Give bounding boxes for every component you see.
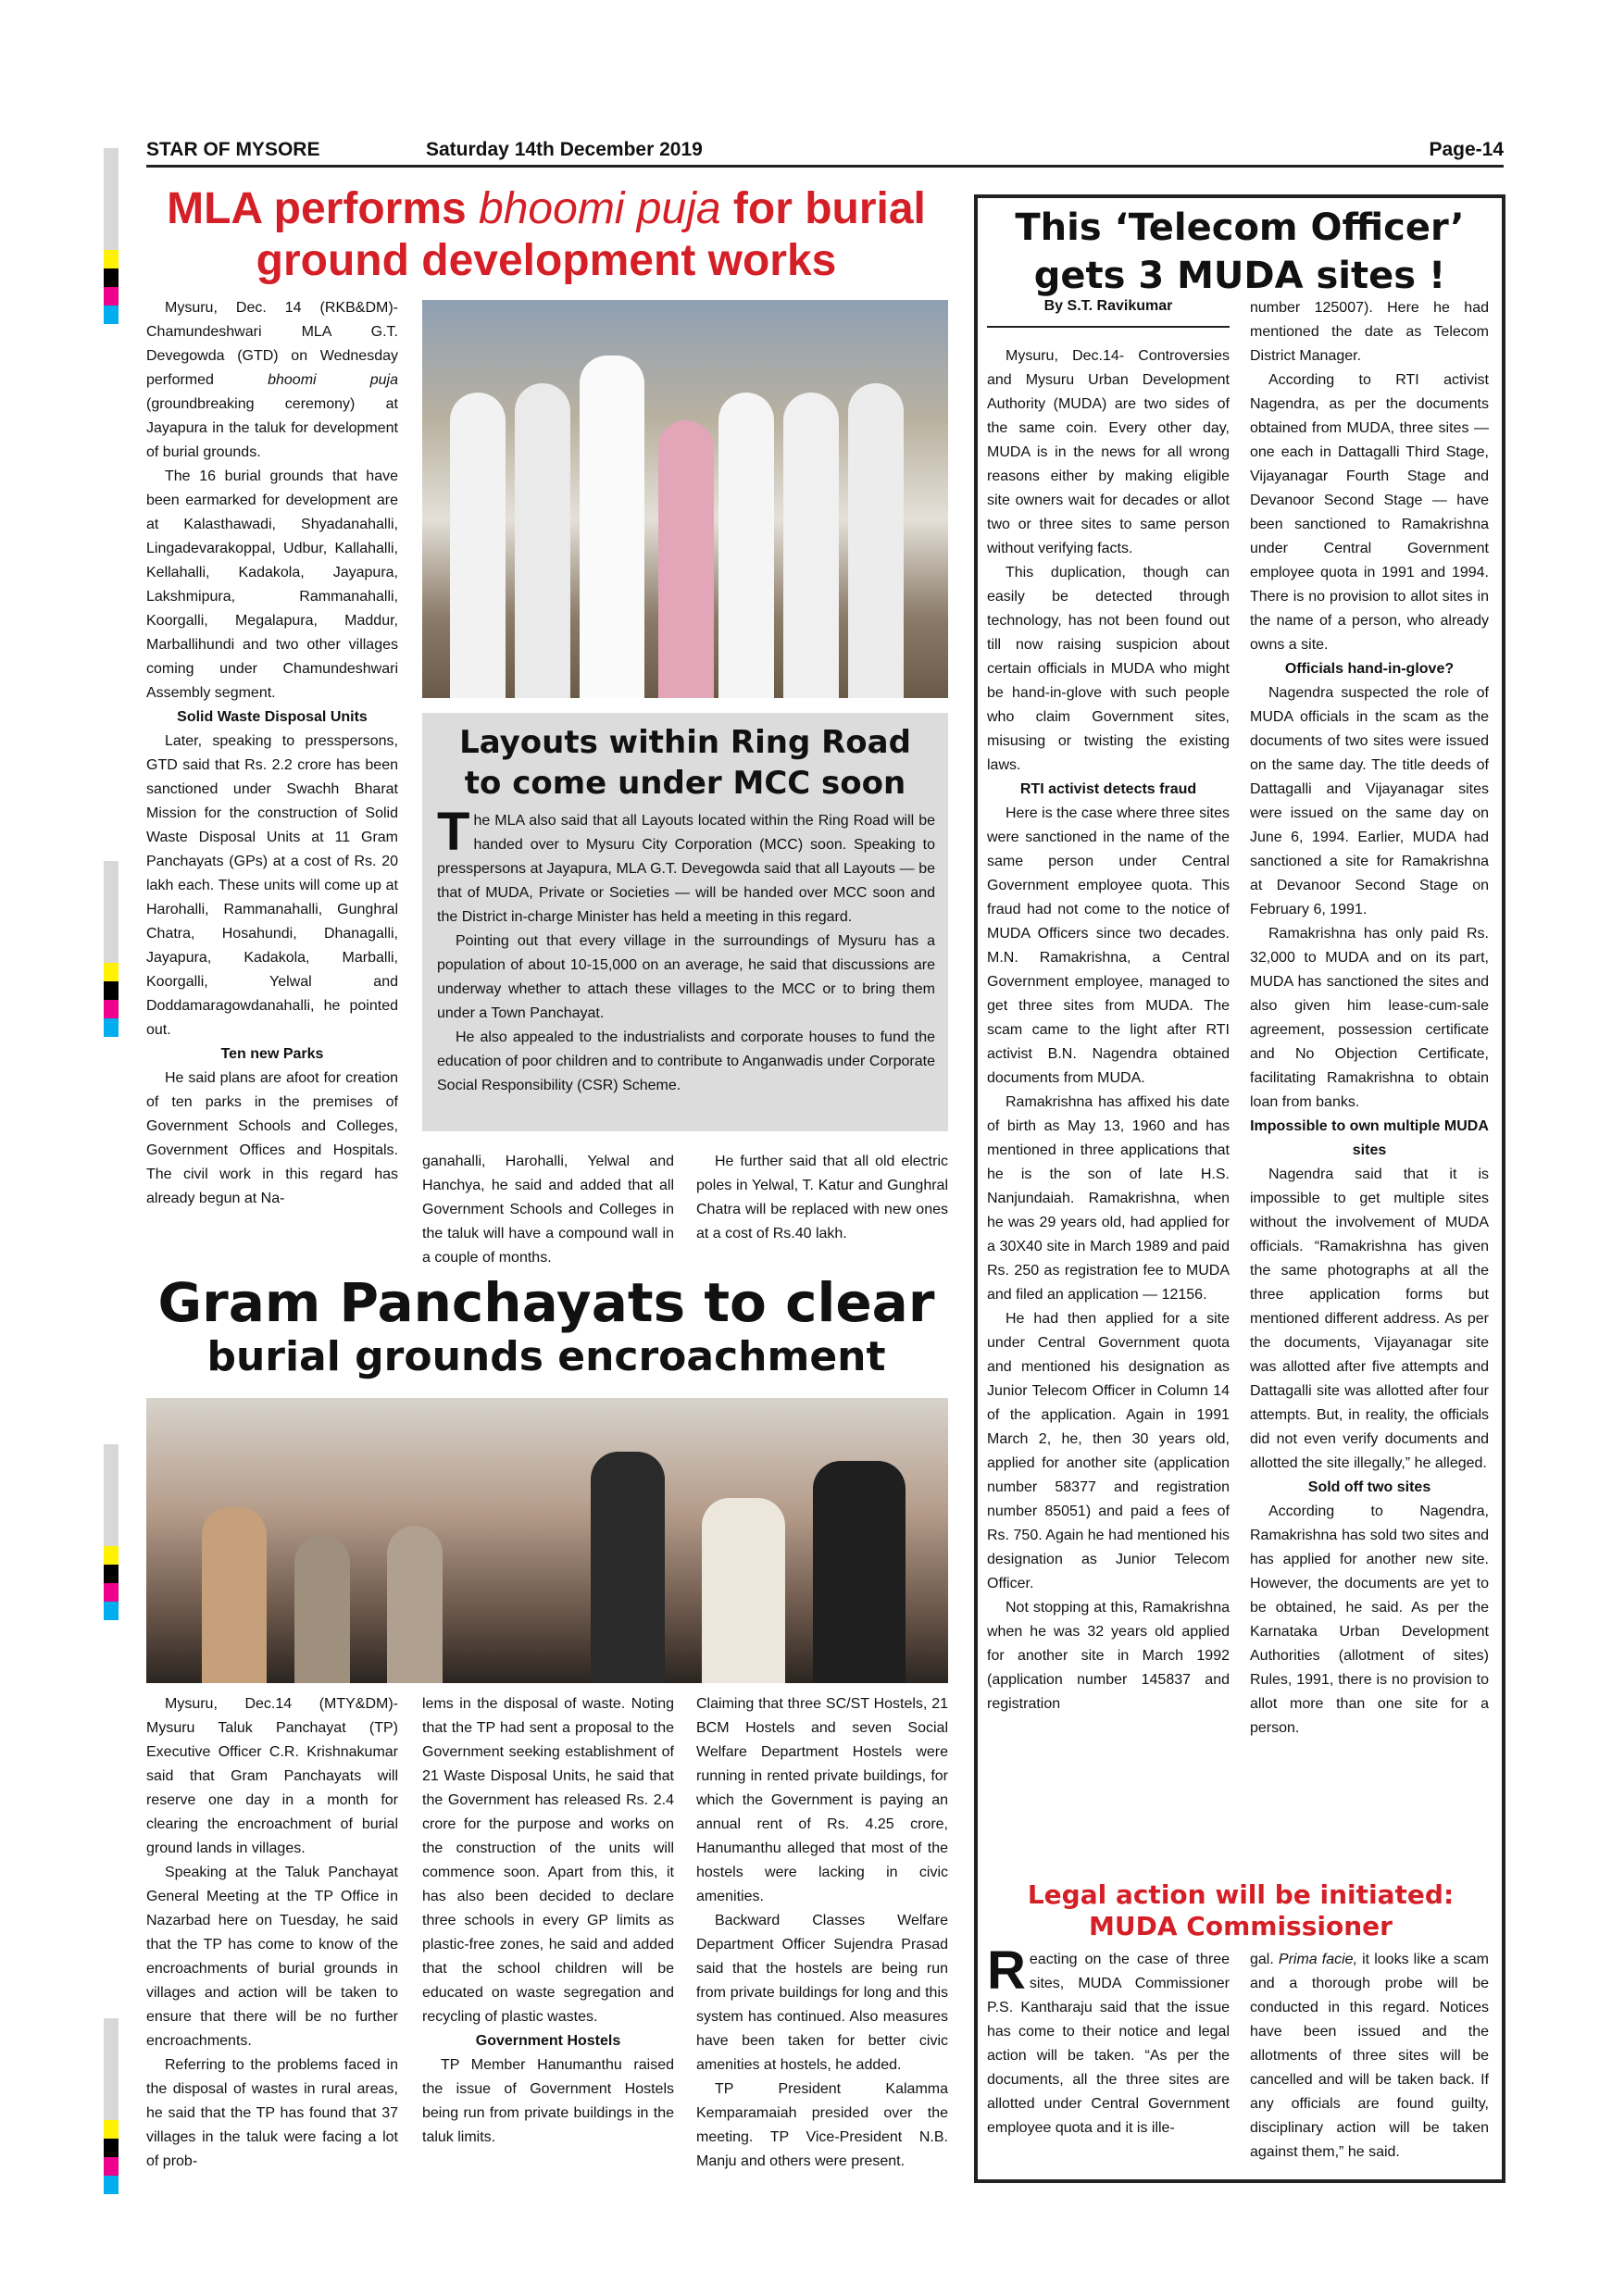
print-registration-strip <box>104 2018 119 2194</box>
article3-column2: number 125007). Here he had mentioned the date as Telecom District Manager. According to RTI activist Nagendra, as per the documents obtained from MUDA, three sites — one each in Dattagalli Third Stage, Vijayanagar Fourth Stage and Devanoor Second Stage — have been sanctioned to Ramakrishna under Central Government employee quota in 1991 and 1994. There is no provision to allot sites in the name of a person, who already owns a site. Officials hand-in-glove? Nagendra suspected the role of MUDA officials in the scam as the documents of two sites were issued on the same day. The title deeds of Dattagalli and Vijayanagar sites were issued on the same day on June 6, 1994. Earlier, MUDA had sanctioned a site for Ramakrishna at Devanoor Second Stage on February 6, 1991. Ramakrishna has only paid Rs. 32,000 to MUDA and on its part, MUDA has sanctioned the sites and also given him lease-cum-sale agreement, possession certificate and No Objection Certificate, facilitating Ramakrishna to obtain loan from banks. Impossible to own multiple MUDA sites Nagendra said that it is impossible to get multiple sites without the involvement of MUDA officials. “Ramakrishna has given the same photographs at all the three application forms but mentioned different address. As per the documents, Vijayanagar site was allotted after five attempts and Dattagalli site was allotted after four attempts. But, in reality, the officials did not even verify documents and allotted the site illegally,” he alleged. Sold off two sites According to Nagendra, Ramakrishna has sold two sites and has applied for another new site. However, the documents are yet to be obtained, he said. As per the Karnataka Urban Development Authorities (allotment of sites) Rules, 1991, there is no provision to allot more than one site for a person. <box>1250 300 1489 1736</box>
print-registration-strip <box>104 148 119 324</box>
byline: By S.T. Ravikumar <box>1043 298 1173 314</box>
box-headline-line2: to come under MCC soon <box>464 765 906 802</box>
article3-headline: This ‘Telecom Officer’ gets 3 MUDA sites ! <box>1015 206 1465 297</box>
page-number: Page-14 <box>1429 139 1504 160</box>
article3-column3: R eacting on the case of three sites, MUDA Commissioner P.S. Kantharaju said that the issue has come to their notice and legal action will be taken. “As per the documents, all the three sites are allotted under Central Government employee quota and it is ille- <box>987 1940 1230 2136</box>
newspaper-name: STAR OF MYSORE <box>146 139 320 160</box>
issue-date: Saturday 14th December 2019 <box>426 139 703 160</box>
article1-headline: MLA performs bhoomi puja for burial ground development works <box>167 184 926 285</box>
article3-column1: Mysuru, Dec.14- Controversies and Mysuru Urban Development Authority (MUDA) are two sides of the same coin. Every other day, MUDA is in the news for all wrong reasons either by making eligible site owners wait for decades or allot two or three sites to same person without verifying facts. This duplication, though can easily be detected through technology, has not been found out till now raising suspicion about certain officials in MUDA who might be hand-in-glove with such people who claim Government sites, misusing or twisting the existing laws. RTI activist detects fraud Here is the case where three sites were sanctioned in the name of the same person under Central Government employee quota. This fraud had not come to the notice of MUDA Officers since two decades. M.N. Ramakrishna, a Central Government employee, managed to get three sites from MUDA. The scam came to the light after RTI activist B.N. Nagendra obtained documents from MUDA. Ramakrishna has affixed his date of birth as May 13, 1960 and has mentioned in three applications that he is the son of late H.S. Nanjundaiah. Ramakrishna, when he was 29 years old, had applied for a 30X40 site in March 1989 and paid Rs. 250 as registration fee to MUDA and filed an application — 12156. He had then applied for a site under Central Government quota and mentioned his designation as Junior Telecom Officer in Column 14 of the application. Again in 1991 March 2, he, then 30 years old, applied for another site (application number 58377 and registration number 85051) and paid a fees of Rs. 750. Again he had mentioned his designation as Junior Telecom Officer. Not stopping at this, Ramakrishna when he was 32 years old applied for another site in March 1992 (application number 145837 and registration <box>987 348 1230 1712</box>
article2-column2: lems in the disposal of waste. Noting that the TP had sent a proposal to the Government seeking establishment of 21 Waste Disposal Units, he said that the Government has released Rs. 2.4 crore for the purpose and works on the construction of the units will commence soon. Apart from this, it has also been decided to declare three schools in every GP limits as plastic-free zones, he said and added that the school children will be educated on waste segregation and recycling of plastic wastes. Government Hostels TP Member Hanumanthu raised the issue of Government Hostels being run from private buildings in the taluk limits. <box>422 1696 674 2145</box>
dropcap-r: R <box>987 1940 1026 2001</box>
bhoomi-puja-photo <box>422 300 948 698</box>
article2-column3: Claiming that three SC/ST Hostels, 21 BCM Hostels and seven Social Welfare Department Hostels were running in rented private buildings, for which the Government is paying an annual rent of Rs. 4.25 crore, Hanumanthu alleged that most of the hostels were lacking in civic amenities. Backward Classes Welfare Department Officer Sujendra Prasad said that the hostels are being run from private buildings for long and this system has continued. Also measures have been taken for better civic amenities at hostels, he added. TP President Kalamma Kemparamaiah presided over the meeting. TP Vice-President N.B. Manju and others were present. <box>696 1696 948 2169</box>
print-registration-strip <box>104 861 119 1037</box>
article1-column1: Mysuru, Dec. 14 (RKB&DM)- Chamundeshwari MLA G.T. Devegowda (GTD) on Wednesday performed bhoomi puja (groundbreaking ceremony) at Jayapura in the taluk for development of burial grounds. The 16 burial grounds that have been earmarked for development are at Kalasthawadi, Shyadanahalli, Lingadevarakoppal, Udbur, Kallahalli, Kellahalli, Kadakola, Jayapura, Lakshmipura, Rammanahalli, Koorgalli, Megalapura, Maddur, Marballihundi and two other villages coming under Chamundeshwari Assembly segment. Solid Waste Disposal Units Later, speaking to presspersons, GTD said that Rs. 2.2 crore has been sanctioned under Swachh Bharat Mission for the construction of Solid Waste Disposal Units at 11 Gram Panchayats (GPs) at a cost of Rs. 20 lakh each. These units will come up at Harohalli, Rammanahalli, Gunghral Chatra, Hosahundi, Dhanagalli, Jayapura, Kadakola, Marballi, Koorgalli, Yelwal and Doddamaragowdanahalli, he pointed out. Ten new Parks He said plans are afoot for creation of ten parks in the premises of Government Schools and Colleges, Government Offices and Hospitals. The civil work in this regard has already begun at Na- <box>146 300 398 1206</box>
article1-column3: He further said that all old electric poles in Yelwal, T. Katur and Gunghral Chatra will be replaced with new ones at a cost of Rs.40 lakh. <box>696 1154 948 1242</box>
article2-headline: Gram Panchayats to clear burial grounds encroachment <box>157 1271 935 1380</box>
legal-action-headline: Legal action will be initiated: MUDA Commissioner <box>1027 1879 1455 1941</box>
taluk-panchayat-meeting-photo <box>146 1398 948 1683</box>
print-registration-strip <box>104 1444 119 1620</box>
article2-column1: Mysuru, Dec.14 (MTY&DM)- Mysuru Taluk Panchayat (TP) Executive Officer C.R. Krishnakumar said that Gram Panchayats will reserve one day in a month for clearing the encroachment of burial ground lands in villages. Speaking at the Taluk Panchayat General Meeting at the TP Office in Nazarbad here on Tuesday, he said that the TP has come to know of the encroachments of burial grounds in villages and action will be taken to ensure that there will be no further encroachments. Referring to the problems faced in the disposal of wastes in rural areas, he said that the TP has found that 37 villages in the taluk were facing a lot of prob- <box>146 1696 398 2169</box>
ring-road-layouts-box: Layouts within Ring Road to come under MCC soon T he MLA also said that all Layouts located within the Ring Road will be handed over to Mysuru City Corporation (MCC) soon. Speaking to presspersons at Jayapura, MLA G.T. Devegowda said that all Layouts — be that of MUDA, Private or Societies — will be handed over MCC soon and the District in-charge Minister has held a meeting in this regard. Pointing out that every village in the surroundings of Mysuru has a population of about 10-15,000 on an average, he said that discussions are underway whether to attach these villages to the MCC or to bring them under a Town Panchayat. He also appealed to the industrialists and corporate houses to fund the education of poor children and to contribute to Anganwadis under Corporate Social Responsibility (CSR) Scheme. <box>422 713 948 1131</box>
article1-column2: ganahalli, Harohalli, Yelwal and Hanchya, he said and added that all Government Schools and Colleges in the taluk will have a compound wall in a couple of months. <box>422 1154 674 1266</box>
article3-column4: gal. Prima facie, it looks like a scam and a thorough probe will be conducted in this regard. Notices have been issued and the allotments of three sites will be cancelled and will be taken back. If any officials are found guilty, disciplinary action will be taken against them,” he said. <box>1250 1952 1490 2160</box>
dropcap-t: T <box>437 802 470 862</box>
byline-rule <box>987 326 1230 328</box>
box-headline-line1: Layouts within Ring Road <box>459 724 911 761</box>
header-rule <box>146 165 1504 168</box>
